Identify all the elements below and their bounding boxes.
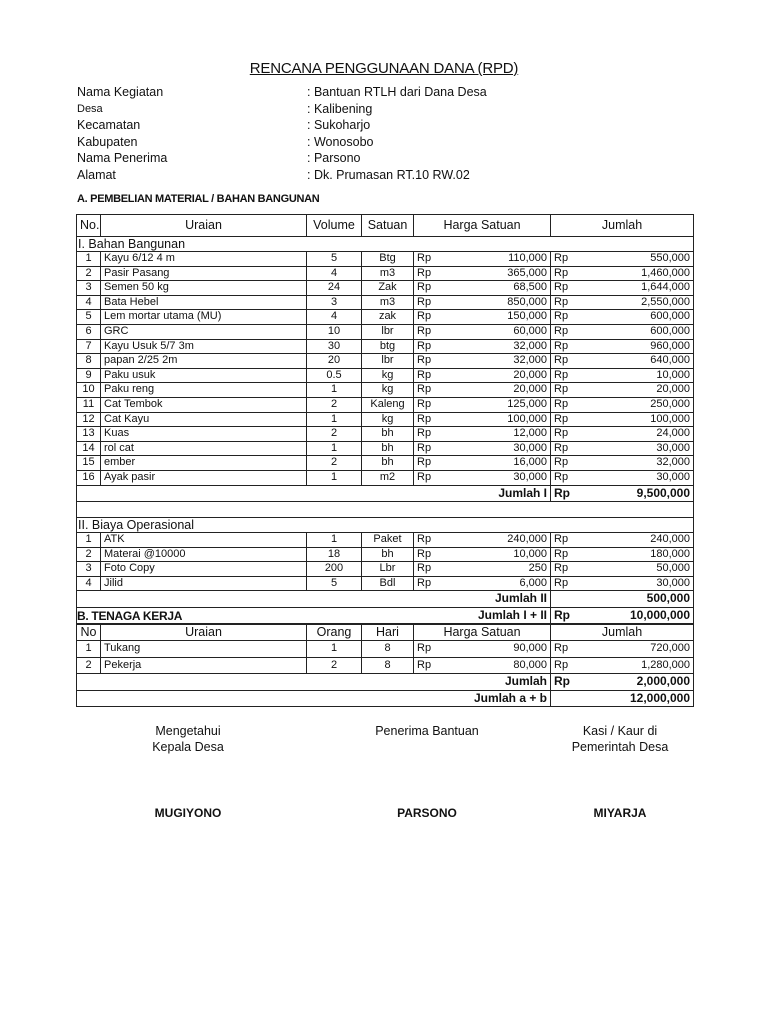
cell-rp1: Rp bbox=[414, 412, 468, 427]
section-a-heading: A. PEMBELIAN MATERIAL / BAHAN BANGUNAN bbox=[77, 193, 320, 205]
cell-volume: 3 bbox=[307, 295, 362, 310]
cell-jumlah: 600,000 bbox=[599, 324, 694, 339]
table-header-row bbox=[77, 215, 694, 237]
cell-rp2: Rp bbox=[551, 641, 599, 658]
cell-rp1: Rp bbox=[414, 470, 468, 485]
cell-jumlah: 30,000 bbox=[599, 576, 694, 591]
info-label: Kabupaten bbox=[77, 134, 138, 149]
cell-volume: 2 bbox=[307, 397, 362, 412]
cell-volume: 5 bbox=[307, 252, 362, 267]
cell-satuan: m2 bbox=[362, 470, 414, 485]
cell-no: 2 bbox=[77, 266, 101, 281]
cell-no: 11 bbox=[77, 397, 101, 412]
table-row bbox=[77, 368, 694, 383]
cell-harga: 32,000 bbox=[468, 354, 551, 369]
subtotal-row-jumlah bbox=[77, 674, 694, 691]
cell-no: 16 bbox=[77, 470, 101, 485]
cell-satuan: kg bbox=[362, 368, 414, 383]
cell-jumlah: 1,280,000 bbox=[599, 657, 694, 674]
cell-rp2: Rp bbox=[551, 427, 599, 442]
header-harga-satuan: Harga Satuan bbox=[414, 215, 551, 237]
table-row bbox=[77, 470, 694, 485]
cell-volume: 5 bbox=[307, 576, 362, 591]
cell-volume: 4 bbox=[307, 266, 362, 281]
subtotal-value: 2,000,000 bbox=[599, 674, 694, 691]
table-row bbox=[77, 354, 694, 369]
cell-volume: 1 bbox=[307, 412, 362, 427]
cell-uraian: Lem mortar utama (MU) bbox=[101, 310, 307, 325]
info-value: : Bantuan RTLH dari Dana Desa bbox=[307, 85, 487, 99]
cell-rp2: Rp bbox=[551, 576, 599, 591]
subtotal-row-jumlah-ii bbox=[77, 591, 694, 608]
cell-rp2: Rp bbox=[551, 252, 599, 267]
cell-uraian: Kuas bbox=[101, 427, 307, 442]
table-row bbox=[77, 281, 694, 296]
cell-rp1: Rp bbox=[414, 562, 468, 577]
cell-rp2: Rp bbox=[551, 533, 599, 548]
cell-uraian: Paku reng bbox=[101, 383, 307, 398]
cell-satuan: bh bbox=[362, 547, 414, 562]
cell-satuan: btg bbox=[362, 339, 414, 354]
cell-rp2: Rp bbox=[551, 295, 599, 310]
cell-harga: 60,000 bbox=[468, 324, 551, 339]
header-no: No bbox=[77, 625, 101, 641]
cell-volume: 0.5 bbox=[307, 368, 362, 383]
cell-rp2: Rp bbox=[551, 547, 599, 562]
cell-rp1: Rp bbox=[414, 441, 468, 456]
cell-uraian: papan 2/25 2m bbox=[101, 354, 307, 369]
table-row bbox=[77, 456, 694, 471]
cell-volume: 1 bbox=[307, 533, 362, 548]
cell-no: 15 bbox=[77, 456, 101, 471]
cell-jumlah: 10,000 bbox=[599, 368, 694, 383]
cell-uraian: Ayak pasir bbox=[101, 470, 307, 485]
cell-volume: 18 bbox=[307, 547, 362, 562]
cell-volume: 200 bbox=[307, 562, 362, 577]
cell-no: 10 bbox=[77, 383, 101, 398]
cell-harga: 30,000 bbox=[468, 441, 551, 456]
cell-satuan: bh bbox=[362, 456, 414, 471]
header-jumlah: Jumlah bbox=[551, 215, 694, 237]
cell-satuan: Btg bbox=[362, 252, 414, 267]
cell-rp2: Rp bbox=[551, 657, 599, 674]
table-header-row bbox=[77, 625, 694, 641]
cell-no: 6 bbox=[77, 324, 101, 339]
cell-volume: 20 bbox=[307, 354, 362, 369]
cell-rp2: Rp bbox=[551, 354, 599, 369]
cell-uraian: Semen 50 kg bbox=[101, 281, 307, 296]
cell-harga: 16,000 bbox=[468, 456, 551, 471]
labor-table bbox=[76, 624, 694, 707]
cell-no: 1 bbox=[77, 641, 101, 658]
info-label: Desa bbox=[77, 102, 103, 115]
subtotal-value: 9,500,000 bbox=[599, 485, 694, 502]
cell-rp1: Rp bbox=[414, 576, 468, 591]
cell-harga: 850,000 bbox=[468, 295, 551, 310]
subtotal-label: Jumlah II bbox=[77, 591, 551, 608]
cell-jumlah: 1,644,000 bbox=[599, 281, 694, 296]
cell-uraian: ATK bbox=[101, 533, 307, 548]
header-no: No. bbox=[77, 215, 101, 237]
signature-name-kasi-kaur: MIYARJA bbox=[593, 806, 647, 820]
signature-name-kepala-desa: MUGIYONO bbox=[154, 806, 222, 820]
cell-satuan: bh bbox=[362, 441, 414, 456]
cell-rp1: Rp bbox=[414, 456, 468, 471]
cell-satuan: lbr bbox=[362, 324, 414, 339]
cell-harga: 100,000 bbox=[468, 412, 551, 427]
cell-harga: 240,000 bbox=[468, 533, 551, 548]
cell-rp1: Rp bbox=[414, 368, 468, 383]
cell-uraian: Pasir Pasang bbox=[101, 266, 307, 281]
cell-harga: 365,000 bbox=[468, 266, 551, 281]
header-satuan: Satuan bbox=[362, 215, 414, 237]
cell-harga: 32,000 bbox=[468, 339, 551, 354]
cell-satuan: m3 bbox=[362, 266, 414, 281]
cell-harga: 110,000 bbox=[468, 252, 551, 267]
cell-rp1: Rp bbox=[414, 641, 468, 658]
cell-uraian: GRC bbox=[101, 324, 307, 339]
cell-harga: 125,000 bbox=[468, 397, 551, 412]
cell-jumlah: 24,000 bbox=[599, 427, 694, 442]
cell-harga: 6,000 bbox=[468, 576, 551, 591]
subtotal-currency: Rp bbox=[551, 485, 599, 502]
cell-satuan: Paket bbox=[362, 533, 414, 548]
group-row-biaya-operasional bbox=[77, 518, 694, 533]
cell-jumlah: 100,000 bbox=[599, 412, 694, 427]
table-row bbox=[77, 427, 694, 442]
cell-orang: 1 bbox=[307, 641, 362, 658]
table-row bbox=[77, 397, 694, 412]
cell-rp2: Rp bbox=[551, 456, 599, 471]
cell-satuan: Kaleng bbox=[362, 397, 414, 412]
table-row bbox=[77, 547, 694, 562]
cell-jumlah: 32,000 bbox=[599, 456, 694, 471]
cell-satuan: zak bbox=[362, 310, 414, 325]
cell-rp1: Rp bbox=[414, 397, 468, 412]
cell-rp1: Rp bbox=[414, 281, 468, 296]
cell-rp2: Rp bbox=[551, 397, 599, 412]
cell-satuan: m3 bbox=[362, 295, 414, 310]
cell-uraian: Kayu Usuk 5/7 3m bbox=[101, 339, 307, 354]
cell-satuan: bh bbox=[362, 427, 414, 442]
grand-total-value: 10,000,000 bbox=[599, 607, 694, 624]
cell-no: 9 bbox=[77, 368, 101, 383]
table-row bbox=[77, 641, 694, 658]
cell-rp1: Rp bbox=[414, 310, 468, 325]
cell-jumlah: 960,000 bbox=[599, 339, 694, 354]
signature-role-line1: Mengetahui bbox=[155, 724, 221, 738]
cell-uraian: Tukang bbox=[101, 641, 307, 658]
info-value: : Parsono bbox=[307, 151, 361, 165]
grand-total-row bbox=[77, 690, 694, 707]
cell-no: 1 bbox=[77, 252, 101, 267]
cell-no: 14 bbox=[77, 441, 101, 456]
cell-uraian: rol cat bbox=[101, 441, 307, 456]
cell-uraian: Kayu 6/12 4 m bbox=[101, 252, 307, 267]
cell-volume: 1 bbox=[307, 383, 362, 398]
grand-total-currency: Rp bbox=[551, 607, 599, 624]
cell-rp1: Rp bbox=[414, 533, 468, 548]
cell-uraian: ember bbox=[101, 456, 307, 471]
table-row bbox=[77, 310, 694, 325]
cell-jumlah: 240,000 bbox=[599, 533, 694, 548]
cell-harga: 250 bbox=[468, 562, 551, 577]
cell-satuan: Lbr bbox=[362, 562, 414, 577]
cell-harga: 150,000 bbox=[468, 310, 551, 325]
signature-role-line2: Kepala Desa bbox=[152, 740, 224, 754]
cell-satuan: lbr bbox=[362, 354, 414, 369]
table-row bbox=[77, 533, 694, 548]
cell-volume: 4 bbox=[307, 310, 362, 325]
cell-jumlah: 640,000 bbox=[599, 354, 694, 369]
group-row-bahan-bangunan bbox=[77, 237, 694, 252]
cell-satuan: Zak bbox=[362, 281, 414, 296]
cell-rp1: Rp bbox=[414, 339, 468, 354]
cell-uraian: Pekerja bbox=[101, 657, 307, 674]
header-harga-satuan: Harga Satuan bbox=[414, 625, 551, 641]
subtotal-label: Jumlah I bbox=[77, 485, 551, 502]
info-label: Kecamatan bbox=[77, 118, 141, 132]
signature-role-line2: Pemerintah Desa bbox=[571, 740, 669, 754]
cell-harga: 12,000 bbox=[468, 427, 551, 442]
header-jumlah: Jumlah bbox=[551, 625, 694, 641]
cell-uraian: Foto Copy bbox=[101, 562, 307, 577]
cell-satuan: kg bbox=[362, 383, 414, 398]
cell-harga: 68,500 bbox=[468, 281, 551, 296]
cell-volume: 30 bbox=[307, 339, 362, 354]
cell-uraian: Cat Kayu bbox=[101, 412, 307, 427]
cell-no: 2 bbox=[77, 657, 101, 674]
cell-harga: 30,000 bbox=[468, 470, 551, 485]
table-row bbox=[77, 295, 694, 310]
cell-uraian: Jilid bbox=[101, 576, 307, 591]
cell-volume: 10 bbox=[307, 324, 362, 339]
header-volume: Volume bbox=[307, 215, 362, 237]
cell-rp1: Rp bbox=[414, 427, 468, 442]
info-value: : Wonosobo bbox=[307, 134, 374, 149]
cell-no: 3 bbox=[77, 281, 101, 296]
table-row bbox=[77, 324, 694, 339]
cell-hari: 8 bbox=[362, 641, 414, 658]
cell-jumlah: 20,000 bbox=[599, 383, 694, 398]
cell-uraian: Materai @10000 bbox=[101, 547, 307, 562]
cell-rp1: Rp bbox=[414, 547, 468, 562]
cell-uraian: Cat Tembok bbox=[101, 397, 307, 412]
grand-total-value: 12,000,000 bbox=[551, 690, 694, 707]
cell-no: 13 bbox=[77, 427, 101, 442]
cell-harga: 10,000 bbox=[468, 547, 551, 562]
subtotal-currency: Rp bbox=[551, 674, 599, 691]
cell-jumlah: 2,550,000 bbox=[599, 295, 694, 310]
cell-harga: 20,000 bbox=[468, 383, 551, 398]
cell-rp1: Rp bbox=[414, 252, 468, 267]
table-row bbox=[77, 441, 694, 456]
cell-no: 7 bbox=[77, 339, 101, 354]
header-hari: Hari bbox=[362, 625, 414, 641]
blank-row bbox=[77, 502, 694, 518]
signature-block-penerima bbox=[357, 723, 497, 739]
cell-jumlah: 550,000 bbox=[599, 252, 694, 267]
table-row bbox=[77, 266, 694, 281]
header-uraian: Uraian bbox=[101, 625, 307, 641]
cell-jumlah: 1,460,000 bbox=[599, 266, 694, 281]
subtotal-value: 500,000 bbox=[551, 591, 694, 608]
cell-volume: 1 bbox=[307, 441, 362, 456]
signature-block-kasi-kaur bbox=[555, 723, 685, 755]
cell-rp1: Rp bbox=[414, 383, 468, 398]
cell-rp2: Rp bbox=[551, 412, 599, 427]
cell-rp1: Rp bbox=[414, 657, 468, 674]
cell-rp2: Rp bbox=[551, 383, 599, 398]
cell-jumlah: 180,000 bbox=[599, 547, 694, 562]
info-label: Nama Kegiatan bbox=[77, 85, 164, 99]
signature-block-kepala-desa bbox=[128, 723, 248, 755]
cell-no: 4 bbox=[77, 576, 101, 591]
cell-no: 1 bbox=[77, 533, 101, 548]
section-b-heading: B. TENAGA KERJA bbox=[77, 609, 183, 623]
cell-rp2: Rp bbox=[551, 339, 599, 354]
cell-hari: 8 bbox=[362, 657, 414, 674]
cell-no: 8 bbox=[77, 354, 101, 369]
cell-rp2: Rp bbox=[551, 281, 599, 296]
table-row bbox=[77, 657, 694, 674]
cell-harga: 90,000 bbox=[468, 641, 551, 658]
table-row bbox=[77, 562, 694, 577]
document-title: RENCANA PENGGUNAAN DANA (RPD) bbox=[249, 60, 519, 77]
cell-volume: 2 bbox=[307, 427, 362, 442]
grand-total-label: Jumlah a + b bbox=[77, 690, 551, 707]
cell-satuan: Bdl bbox=[362, 576, 414, 591]
header-orang: Orang bbox=[307, 625, 362, 641]
table-row bbox=[77, 383, 694, 398]
table-row bbox=[77, 252, 694, 267]
grand-total-label: Jumlah I + II bbox=[77, 607, 551, 624]
cell-harga: 80,000 bbox=[468, 657, 551, 674]
cell-jumlah: 250,000 bbox=[599, 397, 694, 412]
cell-rp1: Rp bbox=[414, 295, 468, 310]
signature-role-line1: Kasi / Kaur di bbox=[582, 724, 658, 738]
cell-no: 2 bbox=[77, 547, 101, 562]
cell-no: 12 bbox=[77, 412, 101, 427]
table-row bbox=[77, 412, 694, 427]
cell-jumlah: 720,000 bbox=[599, 641, 694, 658]
cell-orang: 2 bbox=[307, 657, 362, 674]
cell-rp1: Rp bbox=[414, 324, 468, 339]
material-table bbox=[76, 214, 694, 624]
cell-no: 3 bbox=[77, 562, 101, 577]
cell-jumlah: 30,000 bbox=[599, 441, 694, 456]
cell-volume: 2 bbox=[307, 456, 362, 471]
group-label: I. Bahan Bangunan bbox=[77, 237, 694, 252]
subtotal-label: Jumlah bbox=[77, 674, 551, 691]
cell-no: 4 bbox=[77, 295, 101, 310]
info-value: : Dk. Prumasan RT.10 RW.02 bbox=[307, 167, 470, 182]
info-label: Nama Penerima bbox=[77, 151, 168, 165]
cell-satuan: kg bbox=[362, 412, 414, 427]
info-value: : Sukoharjo bbox=[307, 118, 371, 132]
cell-volume: 24 bbox=[307, 281, 362, 296]
cell-jumlah: 30,000 bbox=[599, 470, 694, 485]
cell-no: 5 bbox=[77, 310, 101, 325]
cell-rp2: Rp bbox=[551, 562, 599, 577]
cell-jumlah: 600,000 bbox=[599, 310, 694, 325]
cell-rp2: Rp bbox=[551, 441, 599, 456]
info-label: Alamat bbox=[77, 167, 116, 182]
table-row bbox=[77, 576, 694, 591]
cell-harga: 20,000 bbox=[468, 368, 551, 383]
table-row bbox=[77, 339, 694, 354]
subtotal-row-jumlah-i bbox=[77, 485, 694, 502]
cell-rp2: Rp bbox=[551, 368, 599, 383]
cell-rp2: Rp bbox=[551, 266, 599, 281]
signature-role-line1: Penerima Bantuan bbox=[375, 724, 479, 738]
cell-uraian: Paku usuk bbox=[101, 368, 307, 383]
group-label: II. Biaya Operasional bbox=[77, 518, 694, 533]
signature-name-penerima: PARSONO bbox=[397, 806, 457, 820]
cell-rp2: Rp bbox=[551, 324, 599, 339]
info-value: : Kalibening bbox=[307, 101, 373, 116]
cell-rp1: Rp bbox=[414, 266, 468, 281]
cell-rp2: Rp bbox=[551, 310, 599, 325]
cell-uraian: Bata Hebel bbox=[101, 295, 307, 310]
cell-rp1: Rp bbox=[414, 354, 468, 369]
cell-volume: 1 bbox=[307, 470, 362, 485]
header-uraian: Uraian bbox=[101, 215, 307, 237]
cell-rp2: Rp bbox=[551, 470, 599, 485]
cell-jumlah: 50,000 bbox=[599, 562, 694, 577]
